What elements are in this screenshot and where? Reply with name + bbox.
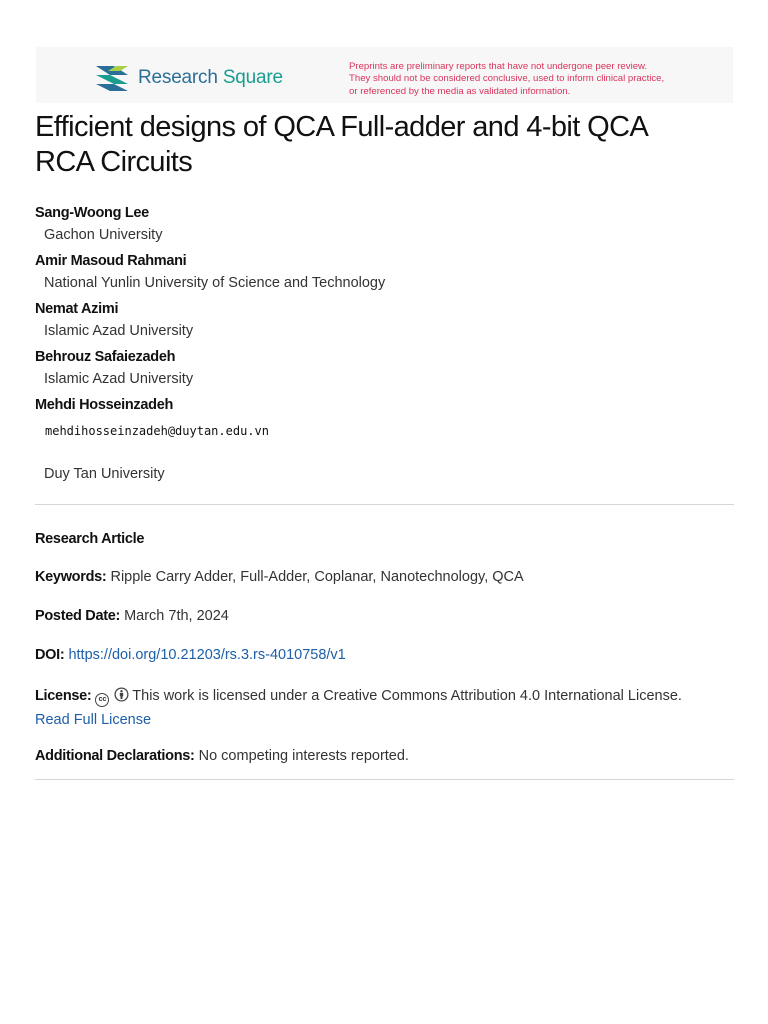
creative-commons-icon: cc [95, 693, 109, 707]
author-affiliation: National Yunlin University of Science and Technology [44, 275, 386, 291]
keywords-row [35, 567, 735, 587]
doi-link[interactable]: https://doi.org/10.21203/rs.3.rs-4010758/v1 [68, 647, 346, 663]
license-label: License: [35, 688, 92, 704]
posted-date-value: March 7th, 2024 [124, 608, 229, 624]
doi-label: DOI: [35, 647, 65, 663]
keywords-label: Keywords: [35, 569, 107, 585]
author-entry [35, 202, 735, 246]
keywords-value: Ripple Carry Adder, Full-Adder, Coplanar, Nanotechnology, QCA [110, 569, 524, 585]
author-entry [35, 394, 735, 485]
license-text: This work is licensed under a Creative Commons Attribution 4.0 International License. [132, 688, 682, 704]
author-name: Amir Masoud Rahmani [35, 253, 187, 269]
divider [35, 504, 734, 505]
logo-wordmark: Research Square [138, 67, 283, 88]
doi-row [35, 645, 735, 665]
disclaimer-line: Preprints are preliminary reports that have not undergone peer review. [349, 61, 648, 72]
author-entry [35, 346, 735, 390]
declarations-label: Additional Declarations: [35, 748, 195, 764]
declarations-value: No competing interests reported. [198, 748, 409, 764]
declarations-row [35, 746, 735, 766]
author-email[interactable]: mehdihosseinzadeh@duytan.edu.vn [45, 424, 269, 438]
author-name: Sang-Woong Lee [35, 205, 149, 221]
disclaimer-line: or referenced by the media as validated information. [349, 85, 571, 97]
author-name: Nemat Azimi [35, 301, 119, 317]
author-affiliation: Islamic Azad University [44, 371, 194, 387]
preprint-disclaimer [349, 61, 729, 98]
research-square-logo-icon [94, 63, 130, 93]
license-row [35, 684, 735, 732]
posted-date-label: Posted Date: [35, 608, 121, 624]
paper-title: Efficient designs of QCA Full-adder and 4-bit QCA RCA Circuits [35, 111, 649, 178]
preprint-banner [36, 47, 733, 103]
author-name: Mehdi Hosseinzadeh [35, 397, 174, 413]
posted-date-row [35, 606, 735, 626]
read-full-license-link[interactable]: Read Full License [35, 712, 152, 728]
author-affiliation: Gachon University [44, 227, 163, 243]
attribution-icon [114, 687, 129, 702]
author-entry [35, 298, 735, 342]
author-affiliation: Duy Tan University [44, 466, 165, 482]
disclaimer-line: They should not be considered conclusive, used to inform clinical practice, [349, 73, 665, 85]
author-affiliation: Islamic Azad University [44, 323, 194, 339]
article-type: Research Article [35, 531, 145, 547]
author-list [35, 202, 735, 489]
author-name: Behrouz Safaiezadeh [35, 349, 176, 365]
research-square-logo[interactable] [94, 63, 283, 93]
divider [35, 779, 734, 780]
author-entry [35, 250, 735, 294]
